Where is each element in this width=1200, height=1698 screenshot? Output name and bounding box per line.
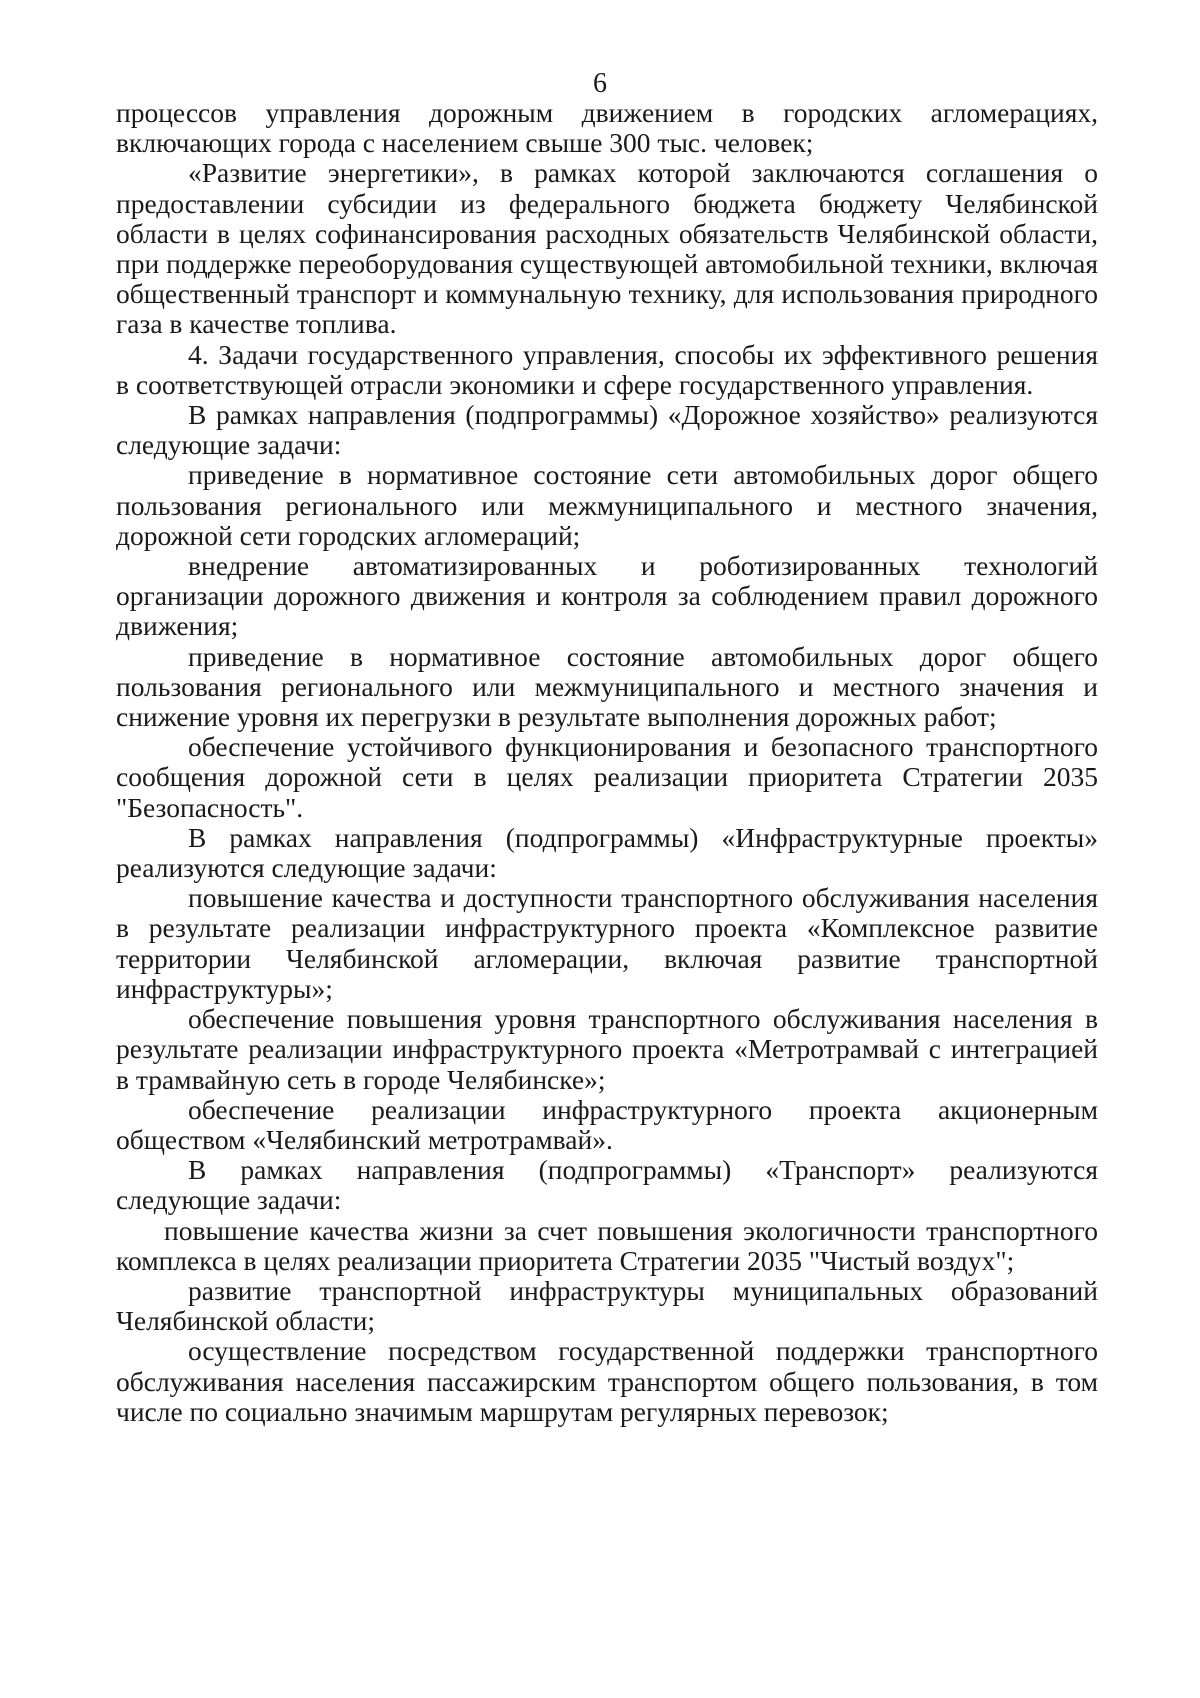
paragraph-1: процессов управления дорожным движением в городских агломерациях, включающих города с населением свыше 300 тыс. человек; (116, 97, 1098, 159)
paragraph-10: повышение качества и доступности транспортного обслуживания населения в результате реализации инфраструктурного проекта «Комплексное развитие территории Челябинской агломерации, включая развитие транспортной инфраструктуры»; (116, 882, 1098, 1004)
paragraph-14: повышение качества жизни за счет повышения экологичности транспортного комплекса в целях реализации приоритета Стратегии 2035 "Чистый воздух"; (116, 1214, 1098, 1276)
paragraph-5: приведение в нормативное состояние сети автомобильных дорог общего пользования регионального или межмуниципального и местного значения, дорожной сети городских агломераций; (116, 459, 1098, 551)
paragraph-6: внедрение автоматизированных и роботизированных технологий организации дорожного движения и контроля за соблюдением правил дорожного движения; (116, 550, 1098, 642)
paragraph-15: развитие транспортной инфраструктуры муниципальных образований Челябинской области; (116, 1274, 1098, 1337)
paragraph-2: «Развитие энергетики», в рамках которой заключаются соглашения о предоставлении субсидии из федерального бюджета бюджету Челябинской области в целях софинансирования расходных обязательств Челябинской области, при поддержке переоборудования существующей автомобильной техники, включая общественный транспорт и коммунальную технику, для использования природного газа в качестве топлива. (116, 157, 1098, 340)
paragraph-13: В рамках направления (подпрограммы) «Транспорт» реализуются следующие задачи: (116, 1154, 1098, 1216)
page-number: 6 (593, 68, 607, 99)
paragraph-9: В рамках направления (подпрограммы) «Инфраструктурные проекты» реализуются следующие задачи: (116, 821, 1098, 884)
paragraph-7: приведение в нормативное состояние автомобильных дорог общего пользования регионального или межмуниципального и местного значения и снижение уровня их перегрузки в результате выполнения дорожных работ; (116, 640, 1098, 733)
document-body (116, 98, 1098, 1427)
paragraph-8: обеспечение устойчивого функционирования и безопасного транспортного сообщения дорожной сети в целях реализации приоритета Стратегии 2035 "Безопасность". (116, 731, 1098, 823)
paragraph-16: осуществление посредством государственной поддержки транспортного обслуживания населения пассажирским транспортом общего пользования, в том числе по социально значимым маршрутам регулярных перевозок; (116, 1335, 1098, 1427)
paragraph-11: обеспечение повышения уровня транспортного обслуживания населения в результате реализации инфраструктурного проекта «Метротрамвай с интеграцией в трамвайную сеть в городе Челябинске»; (116, 1003, 1098, 1095)
paragraph-4: В рамках направления (подпрограммы) «Дорожное хозяйство» реализуются следующие задачи: (116, 399, 1098, 461)
paragraph-12: обеспечение реализации инфраструктурного проекта акционерным обществом «Челябинский метротрамвай». (116, 1093, 1098, 1155)
paragraph-3: 4. Задачи государственного управления, способы их эффективного решения в соответствующей отрасли экономики и сфере государственного управления. (116, 338, 1098, 400)
